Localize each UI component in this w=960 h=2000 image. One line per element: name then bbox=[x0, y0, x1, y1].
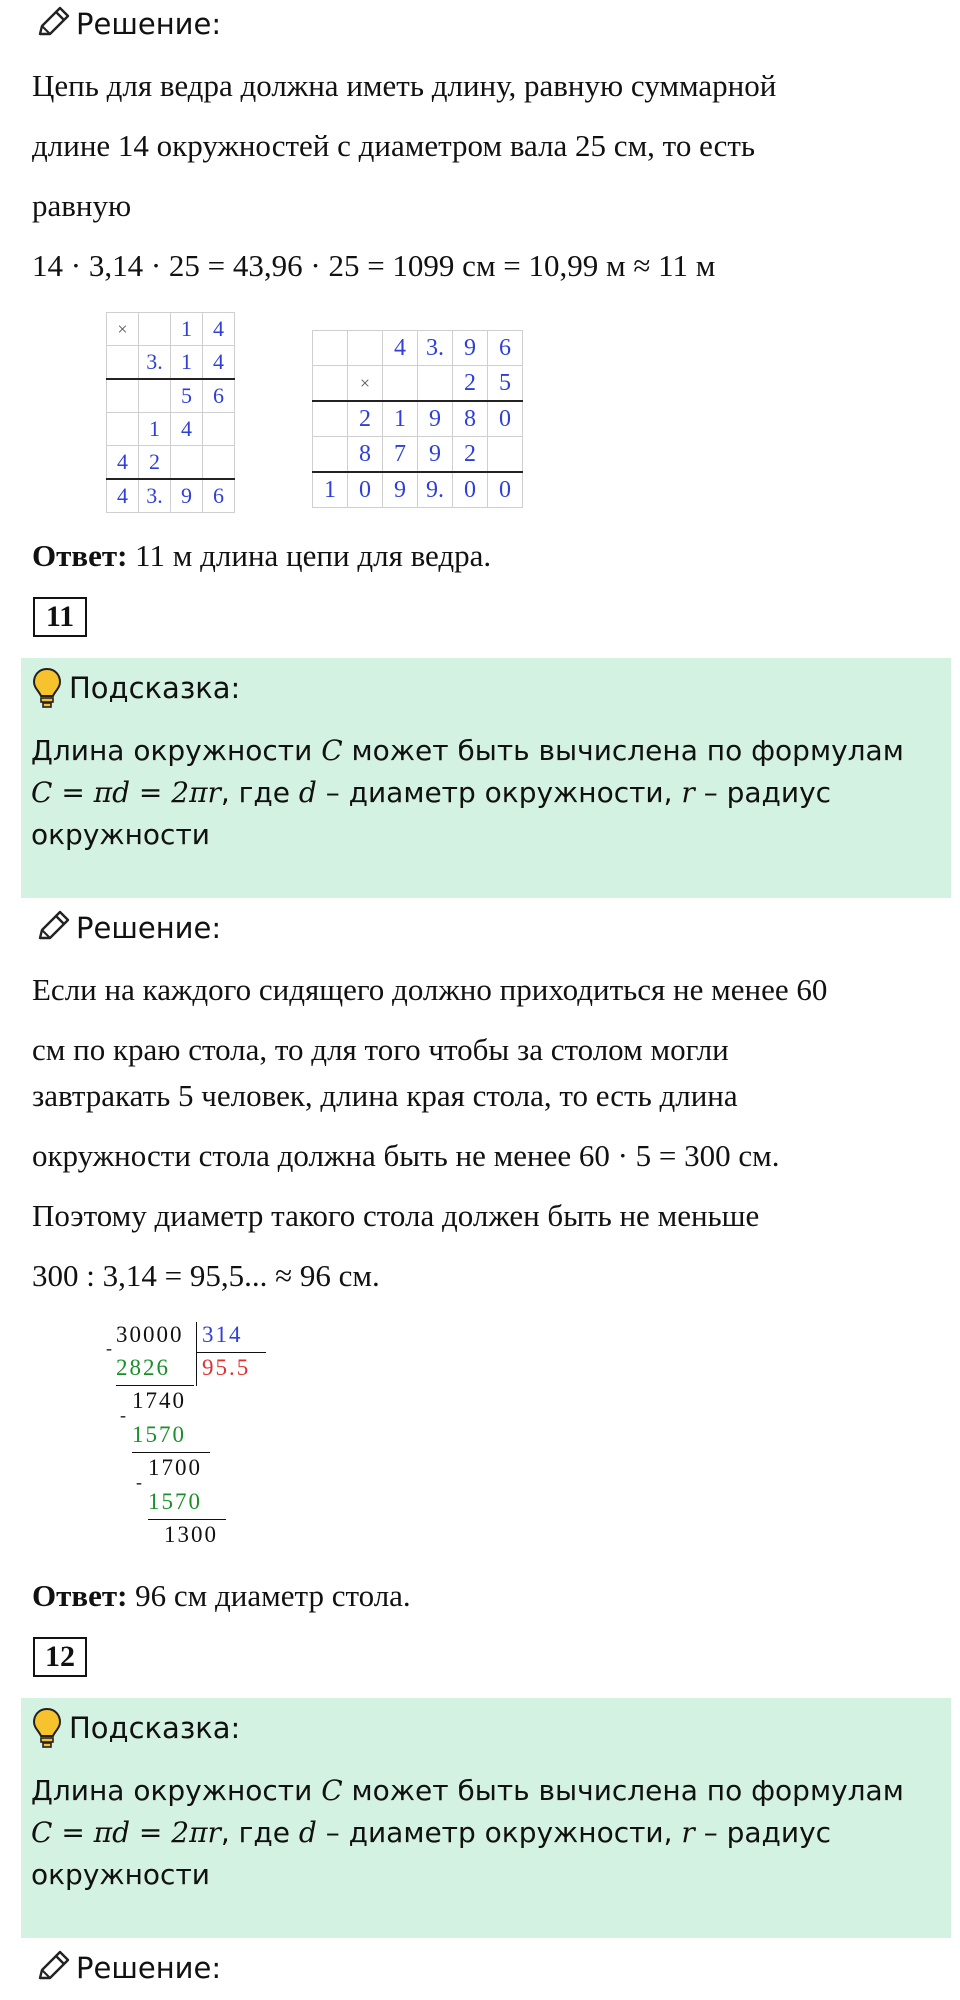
pencil-icon bbox=[34, 4, 76, 44]
hint-text bbox=[31, 1770, 946, 1896]
solution-label: Решение: bbox=[76, 7, 222, 41]
hint-box bbox=[21, 658, 951, 898]
grid-cell bbox=[107, 346, 139, 380]
grid-cell bbox=[139, 379, 171, 413]
hint-text-part: , где bbox=[220, 776, 299, 809]
text-line: Цепь для ведра должна иметь длину, равную суммарной bbox=[32, 68, 777, 103]
text-line: длине 14 окружностей с диаметром вала 25 см, то есть bbox=[32, 128, 756, 163]
grid-cell: 0 bbox=[488, 472, 523, 508]
grid-cell bbox=[107, 413, 139, 446]
math-var: d bbox=[298, 1816, 317, 1849]
hint-text-part: – радиус bbox=[694, 776, 832, 809]
solution-header bbox=[34, 908, 221, 948]
grid-cell: 4 bbox=[383, 331, 418, 366]
grid-cell bbox=[313, 331, 348, 366]
grid-cell: 5 bbox=[171, 379, 203, 413]
math-var: C bbox=[321, 1774, 343, 1807]
grid-cell bbox=[139, 313, 171, 346]
math-formula: C = πd = 2πr bbox=[31, 776, 221, 809]
grid-cell: 3. bbox=[418, 331, 453, 366]
grid-cell: 2 bbox=[139, 446, 171, 480]
task-number-11: 11 bbox=[33, 597, 87, 637]
grid-cell: 9 bbox=[418, 401, 453, 437]
math-var: d bbox=[298, 776, 317, 809]
hint-text-part: – диаметр окружности, bbox=[316, 1816, 682, 1849]
grid-cell: 1 bbox=[171, 313, 203, 346]
pencil-icon bbox=[34, 908, 76, 948]
grid-cell: 8 bbox=[453, 401, 488, 437]
grid-cell bbox=[171, 446, 203, 480]
hint-text-part: окружности bbox=[31, 1858, 210, 1891]
grid-cell: 7 bbox=[383, 437, 418, 473]
hint-text-part: – радиус bbox=[694, 1816, 832, 1849]
hint-text-part: окружности bbox=[31, 818, 210, 851]
grid-cell: 0 bbox=[488, 401, 523, 437]
grid-cell: 1 bbox=[313, 472, 348, 508]
hint-text-part: Длина окружности bbox=[31, 734, 313, 767]
multiplication-grid-1 bbox=[106, 312, 235, 513]
subtract-line bbox=[132, 1452, 210, 1453]
grid-cell bbox=[348, 331, 383, 366]
hint-label: Подсказка: bbox=[69, 1711, 241, 1745]
hint-header bbox=[31, 1702, 240, 1754]
grid-cell: 9 bbox=[171, 479, 203, 513]
subtrahend-1: 2826 bbox=[116, 1355, 170, 1380]
hint-box bbox=[21, 1698, 951, 1938]
solution-label: Решение: bbox=[76, 1951, 222, 1985]
answer-line bbox=[32, 538, 491, 574]
grid-cell: 4 bbox=[203, 313, 235, 346]
math-var: r bbox=[681, 1816, 695, 1849]
subtrahend-3: 1570 bbox=[148, 1489, 202, 1514]
hint-text-part: – диаметр окружности, bbox=[316, 776, 682, 809]
text-line: равную bbox=[32, 188, 132, 223]
grid-cell bbox=[107, 379, 139, 413]
grid-cell bbox=[203, 446, 235, 480]
hint-text-part: , где bbox=[220, 1816, 299, 1849]
quotient: 95.5 bbox=[202, 1355, 251, 1380]
solution-header bbox=[34, 4, 221, 44]
math-var: C bbox=[321, 734, 343, 767]
grid-cell: × bbox=[107, 313, 139, 346]
hint-text bbox=[31, 730, 946, 856]
text-line: окружности стола должна быть не менее 60 · 5 = 300 см. bbox=[32, 1138, 780, 1173]
subtrahend-2: 1570 bbox=[132, 1422, 186, 1447]
minus-sign: - bbox=[136, 1472, 144, 1492]
grid-cell: 9 bbox=[418, 437, 453, 473]
grid-cell: 4 bbox=[107, 479, 139, 513]
grid-cell: 6 bbox=[203, 479, 235, 513]
hint-header bbox=[31, 662, 240, 714]
grid-cell: 0 bbox=[453, 472, 488, 508]
grid-cell bbox=[313, 437, 348, 473]
grid-cell bbox=[383, 366, 418, 402]
answer-text: 96 см диаметр стола. bbox=[135, 1578, 411, 1613]
grid-cell bbox=[313, 401, 348, 437]
grid-cell: 2 bbox=[453, 366, 488, 402]
answer-label: Ответ: bbox=[32, 1578, 128, 1613]
division-bar bbox=[196, 1322, 197, 1386]
hint-text-part: может быть вычислена по формулам bbox=[342, 734, 904, 767]
solution-header bbox=[34, 1948, 221, 1988]
math-formula: C = πd = 2πr bbox=[31, 1816, 221, 1849]
text-line: Поэтому диаметр такого стола должен быть не меньше bbox=[32, 1198, 760, 1233]
grid-cell: 4 bbox=[107, 446, 139, 480]
answer-label: Ответ: bbox=[32, 538, 128, 573]
divisor: 314 bbox=[202, 1322, 243, 1347]
minus-sign: - bbox=[120, 1405, 128, 1425]
text-line: Если на каждого сидящего должно приходиться не менее 60 bbox=[32, 972, 828, 1007]
pencil-icon bbox=[34, 1948, 76, 1988]
answer-line bbox=[32, 1578, 411, 1614]
hint-text-part: Длина окружности bbox=[31, 1774, 313, 1807]
math-var: r bbox=[681, 776, 695, 809]
grid-cell: 9. bbox=[418, 472, 453, 508]
grid-cell: 5 bbox=[488, 366, 523, 402]
grid-cell: 1 bbox=[171, 346, 203, 380]
grid-cell: 4 bbox=[171, 413, 203, 446]
grid-cell: 0 bbox=[348, 472, 383, 508]
grid-cell bbox=[203, 413, 235, 446]
grid-cell: 9 bbox=[453, 331, 488, 366]
multiplication-grid-2 bbox=[312, 330, 523, 508]
text-line: завтракать 5 человек, длина края стола, то есть длина bbox=[32, 1078, 738, 1113]
grid-cell: 2 bbox=[453, 437, 488, 473]
divisor-line bbox=[196, 1352, 266, 1353]
grid-cell bbox=[488, 437, 523, 473]
grid-cell: 1 bbox=[383, 401, 418, 437]
grid-cell: × bbox=[348, 366, 383, 402]
lightbulb-icon bbox=[31, 1706, 69, 1750]
grid-cell bbox=[313, 366, 348, 402]
grid-cell bbox=[418, 366, 453, 402]
hint-label: Подсказка: bbox=[69, 671, 241, 705]
grid-cell: 2 bbox=[348, 401, 383, 437]
minus-sign: - bbox=[106, 1338, 114, 1358]
remainder-2: 1700 bbox=[148, 1455, 202, 1480]
remainder-1: 1740 bbox=[132, 1388, 186, 1413]
hint-text-part: может быть вычислена по формулам bbox=[342, 1774, 904, 1807]
answer-text: 11 м длина цепи для ведра. bbox=[135, 538, 492, 573]
subtract-line bbox=[148, 1519, 226, 1520]
grid-cell: 4 bbox=[203, 346, 235, 380]
grid-cell: 3. bbox=[139, 479, 171, 513]
task-number-12: 12 bbox=[33, 1637, 87, 1677]
grid-cell: 8 bbox=[348, 437, 383, 473]
solution-label: Решение: bbox=[76, 911, 222, 945]
subtract-line bbox=[116, 1385, 194, 1386]
formula-line: 300 : 3,14 = 95,5... ≈ 96 см. bbox=[32, 1258, 380, 1293]
grid-cell: 3. bbox=[139, 346, 171, 380]
lightbulb-icon bbox=[31, 666, 69, 710]
dividend: 30000 bbox=[116, 1322, 184, 1347]
grid-cell: 9 bbox=[383, 472, 418, 508]
formula-line: 14 · 3,14 · 25 = 43,96 · 25 = 1099 см = 10,99 м ≈ 11 м bbox=[32, 248, 716, 283]
grid-cell: 1 bbox=[139, 413, 171, 446]
text-line: см по краю стола, то для того чтобы за столом могли bbox=[32, 1032, 729, 1067]
grid-cell: 6 bbox=[488, 331, 523, 366]
remainder-3: 1300 bbox=[164, 1522, 218, 1547]
grid-cell: 6 bbox=[203, 379, 235, 413]
